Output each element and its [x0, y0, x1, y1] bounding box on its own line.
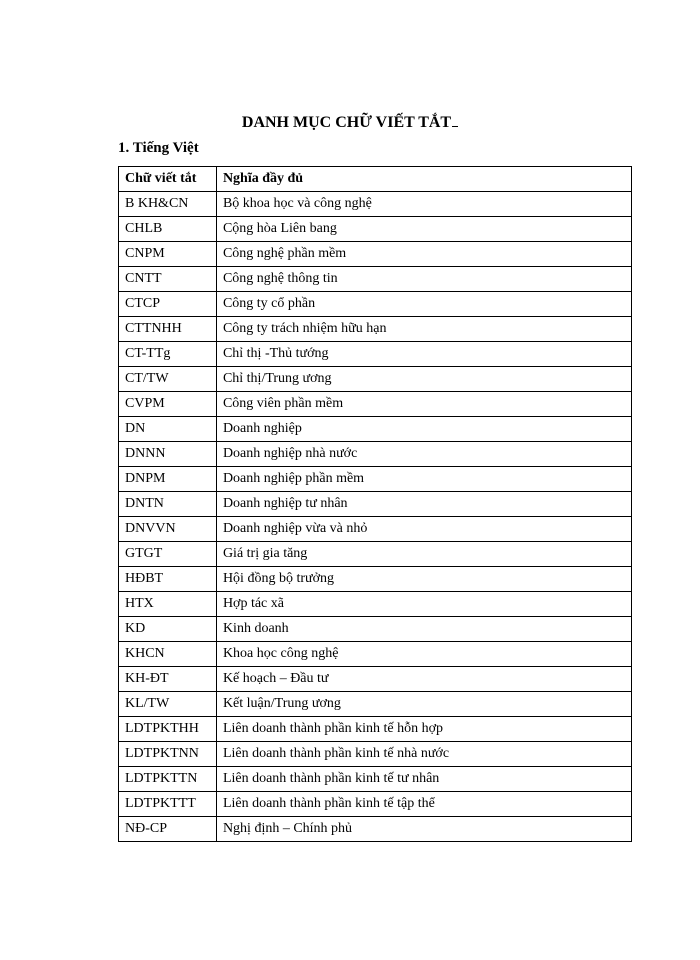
meaning-cell: Kinh doanh — [216, 617, 631, 642]
meaning-cell: Doanh nghiệp tư nhân — [216, 492, 631, 517]
abbreviation-cell: DN — [119, 417, 217, 442]
table-body — [119, 192, 632, 842]
abbreviation-cell: CNTT — [119, 267, 217, 292]
page-title — [0, 114, 700, 132]
table-row — [119, 667, 632, 692]
meaning-cell: Liên doanh thành phần kinh tế nhà nước — [216, 742, 631, 767]
abbreviation-cell: NĐ-CP — [119, 817, 217, 842]
table-row — [119, 242, 632, 267]
meaning-cell: Doanh nghiệp vừa và nhỏ — [216, 517, 631, 542]
table-row — [119, 417, 632, 442]
abbreviation-cell: HĐBT — [119, 567, 217, 592]
meaning-cell: Kết luận/Trung ương — [216, 692, 631, 717]
table-row — [119, 742, 632, 767]
table-row — [119, 267, 632, 292]
abbreviation-cell: DNPM — [119, 467, 217, 492]
abbreviation-cell: KH-ĐT — [119, 667, 217, 692]
abbreviation-cell: CTTNHH — [119, 317, 217, 342]
abbreviation-cell: KL/TW — [119, 692, 217, 717]
table-row — [119, 217, 632, 242]
abbreviation-cell: KHCN — [119, 642, 217, 667]
meaning-cell: Công ty trách nhiệm hữu hạn — [216, 317, 631, 342]
abbreviation-cell: GTGT — [119, 542, 217, 567]
meaning-cell: Chỉ thị -Thủ tướng — [216, 342, 631, 367]
meaning-cell: Giá trị gia tăng — [216, 542, 631, 567]
table-row — [119, 542, 632, 567]
table-row — [119, 642, 632, 667]
abbreviation-cell: B KH&CN — [119, 192, 217, 217]
table-row — [119, 817, 632, 842]
meaning-cell: Liên doanh thành phần kinh tế tập thể — [216, 792, 631, 817]
abbreviation-cell: HTX — [119, 592, 217, 617]
meaning-cell: Công viên phần mềm — [216, 392, 631, 417]
section-heading: 1. Tiếng Việt — [118, 140, 199, 156]
column-header-abbreviation: Chữ viết tắt — [119, 167, 217, 192]
table-row — [119, 442, 632, 467]
meaning-cell: Doanh nghiệp nhà nước — [216, 442, 631, 467]
abbreviation-cell: LDTPKTNN — [119, 742, 217, 767]
table-row — [119, 617, 632, 642]
abbreviation-cell: LDTPKTTN — [119, 767, 217, 792]
table-row — [119, 367, 632, 392]
meaning-cell: Doanh nghiệp — [216, 417, 631, 442]
abbreviation-cell: CNPM — [119, 242, 217, 267]
abbreviation-cell: LDTPKTTT — [119, 792, 217, 817]
abbreviation-cell: CT-TTg — [119, 342, 217, 367]
table-row — [119, 192, 632, 217]
table-row — [119, 292, 632, 317]
abbreviation-cell: KD — [119, 617, 217, 642]
table-row — [119, 792, 632, 817]
table-row — [119, 717, 632, 742]
meaning-cell: Doanh nghiệp phần mềm — [216, 467, 631, 492]
meaning-cell: Cộng hòa Liên bang — [216, 217, 631, 242]
meaning-cell: Nghị định – Chính phủ — [216, 817, 631, 842]
table-row — [119, 492, 632, 517]
abbreviation-cell: DNNN — [119, 442, 217, 467]
table-row — [119, 692, 632, 717]
table-row — [119, 592, 632, 617]
abbreviation-cell: CVPM — [119, 392, 217, 417]
meaning-cell: Hợp tác xã — [216, 592, 631, 617]
meaning-cell: Liên doanh thành phần kinh tế hỗn hợp — [216, 717, 631, 742]
table-row — [119, 767, 632, 792]
table-row — [119, 392, 632, 417]
table-row — [119, 467, 632, 492]
page-title-text: DANH MỤC CHỮ VIẾT TẮT — [241, 114, 452, 131]
table-row — [119, 342, 632, 367]
meaning-cell: Chỉ thị/Trung ương — [216, 367, 631, 392]
table-row — [119, 517, 632, 542]
abbreviation-cell: DNTN — [119, 492, 217, 517]
table-header-row — [119, 167, 632, 192]
meaning-cell: Hội đồng bộ trưởng — [216, 567, 631, 592]
column-header-meaning: Nghĩa đầy đủ — [216, 167, 631, 192]
table-row — [119, 567, 632, 592]
abbreviation-cell: CT/TW — [119, 367, 217, 392]
meaning-cell: Bộ khoa học và công nghệ — [216, 192, 631, 217]
abbreviation-cell: DNVVN — [119, 517, 217, 542]
meaning-cell: Công nghệ thông tin — [216, 267, 631, 292]
abbreviation-cell: LDTPKTHH — [119, 717, 217, 742]
meaning-cell: Công ty cổ phần — [216, 292, 631, 317]
table-row — [119, 317, 632, 342]
meaning-cell: Kế hoạch – Đầu tư — [216, 667, 631, 692]
meaning-cell: Công nghệ phần mềm — [216, 242, 631, 267]
meaning-cell: Khoa học công nghệ — [216, 642, 631, 667]
abbreviation-cell: CTCP — [119, 292, 217, 317]
abbreviation-cell: CHLB — [119, 217, 217, 242]
abbreviation-table — [118, 166, 632, 842]
text-cursor-mark — [452, 126, 458, 127]
meaning-cell: Liên doanh thành phần kinh tế tư nhân — [216, 767, 631, 792]
